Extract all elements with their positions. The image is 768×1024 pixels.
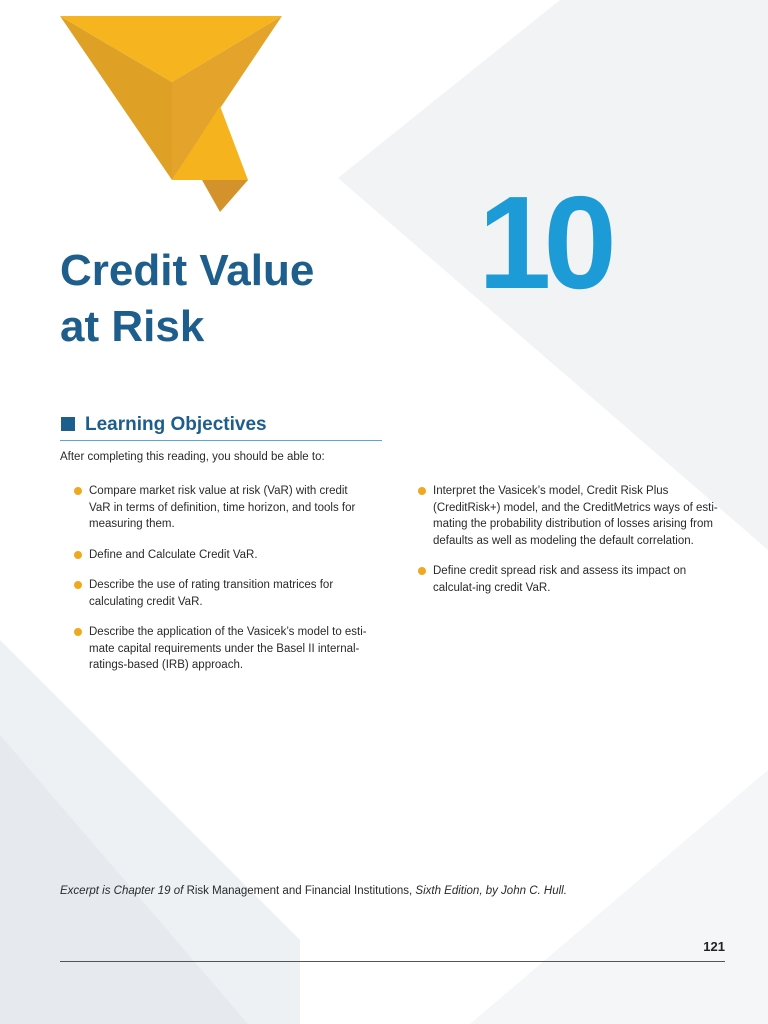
objective-text: Describe the application of the Vasicek’s model to esti-mate capital requirements under the Basel II internal-ratings-based (IRB) approach. — [89, 626, 367, 671]
bullet-dot-icon — [74, 487, 82, 495]
objective-text: Describe the use of rating transition matrices for calculating credit VaR. — [89, 579, 334, 608]
objective-text: Interpret the Vasicek’s model, Credit Risk Plus (CreditRisk+) model, and the CreditMetrics ways of esti-mating the probability distribution of losses arising from defaults as well as modeling the default correlation. — [433, 485, 718, 547]
bullet-dot-icon — [74, 551, 82, 559]
chapter-title-line-1: Credit Value — [60, 246, 315, 295]
objective-item — [74, 624, 370, 674]
bullet-dot-icon — [74, 628, 82, 636]
objectives-list-left — [74, 483, 370, 688]
learning-objectives-heading: Learning Objectives — [85, 414, 267, 435]
objective-text: Define and Calculate Credit VaR. — [89, 548, 258, 561]
bullet-dot-icon — [418, 567, 426, 575]
excerpt-book-title: Risk Management and Financial Institutions, — [186, 885, 416, 897]
objective-item — [74, 547, 370, 564]
objective-text: Define credit spread risk and assess its impact on calculat-ing credit VaR. — [433, 565, 687, 594]
excerpt-edition: Sixth Edition, by John C. Hull. — [415, 885, 567, 897]
objective-item — [74, 577, 370, 610]
objective-item — [418, 483, 728, 549]
square-marker-icon — [61, 417, 75, 431]
objectives-intro: After completing this reading, you should be able to: — [60, 451, 325, 463]
objective-item — [74, 483, 370, 533]
learning-objectives-header — [60, 412, 382, 441]
objectives-list-right — [418, 483, 728, 610]
page-number: 121 — [703, 939, 725, 954]
chapter-title-line-2: at Risk — [60, 302, 205, 351]
objective-item — [418, 563, 728, 596]
folded-triangle-logo — [60, 14, 285, 214]
logo-tail-fold — [202, 180, 248, 212]
excerpt-credit — [60, 883, 567, 899]
chapter-number: 10 — [478, 169, 609, 316]
footer-rule — [60, 961, 725, 962]
chapter-title — [60, 243, 440, 355]
objective-text: Compare market risk value at risk (VaR) with credit VaR in terms of definition, time horizon, and tools for measuring them. — [89, 485, 356, 530]
bullet-dot-icon — [74, 581, 82, 589]
bullet-dot-icon — [418, 487, 426, 495]
excerpt-prefix: Excerpt is Chapter 19 of — [60, 885, 187, 897]
